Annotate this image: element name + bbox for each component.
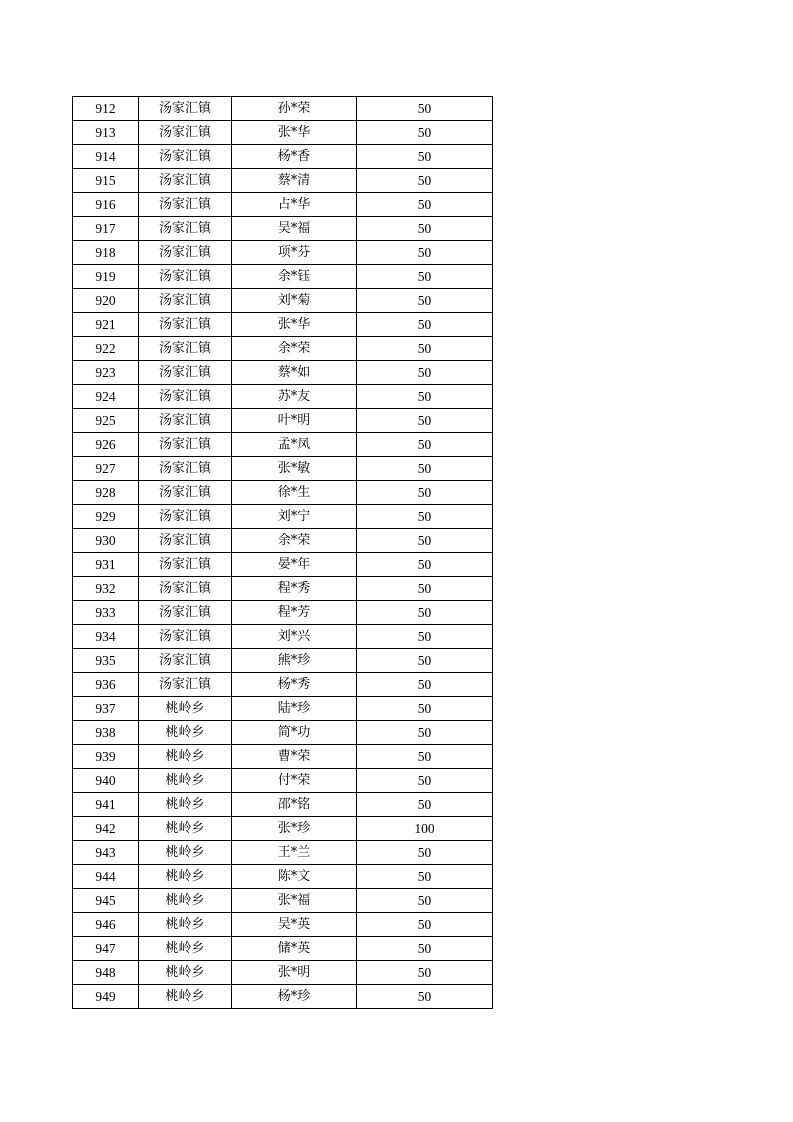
table-row — [73, 673, 493, 697]
township-cell: 汤家汇镇 — [139, 241, 232, 265]
name-cell: 苏*友 — [232, 385, 357, 409]
township-cell: 汤家汇镇 — [139, 121, 232, 145]
row-number-cell: 914 — [73, 145, 139, 169]
amount-cell: 50 — [357, 433, 493, 457]
row-number-cell: 945 — [73, 889, 139, 913]
township-cell: 桃岭乡 — [139, 769, 232, 793]
amount-cell: 50 — [357, 673, 493, 697]
township-cell: 汤家汇镇 — [139, 289, 232, 313]
row-number-cell: 929 — [73, 505, 139, 529]
table-row — [73, 697, 493, 721]
township-cell: 汤家汇镇 — [139, 361, 232, 385]
amount-cell: 50 — [357, 97, 493, 121]
amount-cell: 50 — [357, 337, 493, 361]
row-number-cell: 948 — [73, 961, 139, 985]
township-cell: 汤家汇镇 — [139, 337, 232, 361]
row-number-cell: 924 — [73, 385, 139, 409]
row-number-cell: 943 — [73, 841, 139, 865]
township-cell: 桃岭乡 — [139, 889, 232, 913]
name-cell: 付*荣 — [232, 769, 357, 793]
name-cell: 张*华 — [232, 121, 357, 145]
name-cell: 吴*英 — [232, 913, 357, 937]
row-number-cell: 942 — [73, 817, 139, 841]
records-table — [72, 96, 493, 1009]
name-cell: 叶*明 — [232, 409, 357, 433]
table-row — [73, 865, 493, 889]
table-row — [73, 337, 493, 361]
amount-cell: 50 — [357, 145, 493, 169]
name-cell: 余*钰 — [232, 265, 357, 289]
amount-cell: 50 — [357, 289, 493, 313]
name-cell: 熊*珍 — [232, 649, 357, 673]
row-number-cell: 920 — [73, 289, 139, 313]
name-cell: 张*华 — [232, 313, 357, 337]
name-cell: 占*华 — [232, 193, 357, 217]
township-cell: 桃岭乡 — [139, 913, 232, 937]
table-row — [73, 361, 493, 385]
table-row — [73, 793, 493, 817]
name-cell: 杨*秀 — [232, 673, 357, 697]
row-number-cell: 923 — [73, 361, 139, 385]
amount-cell: 50 — [357, 889, 493, 913]
township-cell: 桃岭乡 — [139, 793, 232, 817]
township-cell: 汤家汇镇 — [139, 385, 232, 409]
name-cell: 晏*年 — [232, 553, 357, 577]
row-number-cell: 934 — [73, 625, 139, 649]
township-cell: 汤家汇镇 — [139, 673, 232, 697]
amount-cell: 50 — [357, 697, 493, 721]
township-cell: 汤家汇镇 — [139, 553, 232, 577]
name-cell: 杨*香 — [232, 145, 357, 169]
name-cell: 吴*福 — [232, 217, 357, 241]
township-cell: 汤家汇镇 — [139, 169, 232, 193]
township-cell: 汤家汇镇 — [139, 313, 232, 337]
amount-cell: 50 — [357, 625, 493, 649]
amount-cell: 50 — [357, 865, 493, 889]
name-cell: 张*珍 — [232, 817, 357, 841]
name-cell: 陈*文 — [232, 865, 357, 889]
amount-cell: 50 — [357, 457, 493, 481]
row-number-cell: 944 — [73, 865, 139, 889]
table-body — [73, 97, 493, 1009]
township-cell: 汤家汇镇 — [139, 481, 232, 505]
amount-cell: 50 — [357, 649, 493, 673]
row-number-cell: 935 — [73, 649, 139, 673]
table-row — [73, 937, 493, 961]
row-number-cell: 928 — [73, 481, 139, 505]
amount-cell: 50 — [357, 769, 493, 793]
name-cell: 刘*菊 — [232, 289, 357, 313]
amount-cell: 50 — [357, 601, 493, 625]
township-cell: 桃岭乡 — [139, 937, 232, 961]
row-number-cell: 915 — [73, 169, 139, 193]
row-number-cell: 933 — [73, 601, 139, 625]
row-number-cell: 932 — [73, 577, 139, 601]
table-row — [73, 769, 493, 793]
table-row — [73, 193, 493, 217]
row-number-cell: 946 — [73, 913, 139, 937]
name-cell: 蔡*清 — [232, 169, 357, 193]
table-row — [73, 385, 493, 409]
row-number-cell: 919 — [73, 265, 139, 289]
row-number-cell: 941 — [73, 793, 139, 817]
table-row — [73, 625, 493, 649]
amount-cell: 50 — [357, 409, 493, 433]
table-row — [73, 817, 493, 841]
table-row — [73, 745, 493, 769]
row-number-cell: 949 — [73, 985, 139, 1009]
township-cell: 汤家汇镇 — [139, 457, 232, 481]
table-row — [73, 97, 493, 121]
township-cell: 汤家汇镇 — [139, 265, 232, 289]
name-cell: 简*功 — [232, 721, 357, 745]
row-number-cell: 918 — [73, 241, 139, 265]
amount-cell: 50 — [357, 481, 493, 505]
table-row — [73, 601, 493, 625]
table-row — [73, 289, 493, 313]
township-cell: 桃岭乡 — [139, 817, 232, 841]
amount-cell: 50 — [357, 217, 493, 241]
amount-cell: 50 — [357, 745, 493, 769]
row-number-cell: 927 — [73, 457, 139, 481]
name-cell: 储*英 — [232, 937, 357, 961]
table-row — [73, 577, 493, 601]
amount-cell: 50 — [357, 385, 493, 409]
township-cell: 桃岭乡 — [139, 961, 232, 985]
name-cell: 程*秀 — [232, 577, 357, 601]
row-number-cell: 916 — [73, 193, 139, 217]
township-cell: 汤家汇镇 — [139, 529, 232, 553]
township-cell: 汤家汇镇 — [139, 145, 232, 169]
township-cell: 汤家汇镇 — [139, 577, 232, 601]
amount-cell: 50 — [357, 913, 493, 937]
row-number-cell: 937 — [73, 697, 139, 721]
table-row — [73, 409, 493, 433]
table-row — [73, 505, 493, 529]
township-cell: 汤家汇镇 — [139, 217, 232, 241]
table-row — [73, 889, 493, 913]
township-cell: 汤家汇镇 — [139, 409, 232, 433]
township-cell: 桃岭乡 — [139, 985, 232, 1009]
row-number-cell: 947 — [73, 937, 139, 961]
township-cell: 汤家汇镇 — [139, 193, 232, 217]
table-row — [73, 265, 493, 289]
amount-cell: 50 — [357, 241, 493, 265]
name-cell: 余*荣 — [232, 529, 357, 553]
row-number-cell: 912 — [73, 97, 139, 121]
name-cell: 陆*珍 — [232, 697, 357, 721]
name-cell: 余*荣 — [232, 337, 357, 361]
township-cell: 桃岭乡 — [139, 721, 232, 745]
township-cell: 汤家汇镇 — [139, 433, 232, 457]
name-cell: 张*敏 — [232, 457, 357, 481]
amount-cell: 50 — [357, 985, 493, 1009]
row-number-cell: 930 — [73, 529, 139, 553]
township-cell: 桃岭乡 — [139, 697, 232, 721]
name-cell: 徐*生 — [232, 481, 357, 505]
amount-cell: 50 — [357, 577, 493, 601]
table-row — [73, 313, 493, 337]
table-row — [73, 721, 493, 745]
amount-cell: 50 — [357, 505, 493, 529]
amount-cell: 50 — [357, 529, 493, 553]
table-row — [73, 121, 493, 145]
row-number-cell: 940 — [73, 769, 139, 793]
amount-cell: 50 — [357, 721, 493, 745]
name-cell: 程*芳 — [232, 601, 357, 625]
row-number-cell: 922 — [73, 337, 139, 361]
name-cell: 张*福 — [232, 889, 357, 913]
table-row — [73, 913, 493, 937]
township-cell: 汤家汇镇 — [139, 601, 232, 625]
table-row — [73, 217, 493, 241]
township-cell: 桃岭乡 — [139, 745, 232, 769]
township-cell: 桃岭乡 — [139, 841, 232, 865]
name-cell: 刘*宁 — [232, 505, 357, 529]
row-number-cell: 925 — [73, 409, 139, 433]
row-number-cell: 917 — [73, 217, 139, 241]
table-row — [73, 145, 493, 169]
table-row — [73, 433, 493, 457]
amount-cell: 50 — [357, 361, 493, 385]
amount-cell: 50 — [357, 841, 493, 865]
amount-cell: 50 — [357, 313, 493, 337]
amount-cell: 100 — [357, 817, 493, 841]
row-number-cell: 926 — [73, 433, 139, 457]
table-row — [73, 841, 493, 865]
name-cell: 项*芬 — [232, 241, 357, 265]
township-cell: 汤家汇镇 — [139, 505, 232, 529]
township-cell: 汤家汇镇 — [139, 649, 232, 673]
row-number-cell: 938 — [73, 721, 139, 745]
township-cell: 汤家汇镇 — [139, 97, 232, 121]
amount-cell: 50 — [357, 937, 493, 961]
amount-cell: 50 — [357, 553, 493, 577]
table-row — [73, 985, 493, 1009]
row-number-cell: 936 — [73, 673, 139, 697]
table-row — [73, 649, 493, 673]
name-cell: 孙*荣 — [232, 97, 357, 121]
amount-cell: 50 — [357, 265, 493, 289]
name-cell: 邵*铭 — [232, 793, 357, 817]
data-sheet — [72, 96, 492, 1009]
amount-cell: 50 — [357, 169, 493, 193]
row-number-cell: 913 — [73, 121, 139, 145]
table-row — [73, 169, 493, 193]
amount-cell: 50 — [357, 793, 493, 817]
amount-cell: 50 — [357, 121, 493, 145]
township-cell: 汤家汇镇 — [139, 625, 232, 649]
name-cell: 蔡*如 — [232, 361, 357, 385]
row-number-cell: 939 — [73, 745, 139, 769]
township-cell: 桃岭乡 — [139, 865, 232, 889]
table-row — [73, 457, 493, 481]
name-cell: 孟*凤 — [232, 433, 357, 457]
amount-cell: 50 — [357, 961, 493, 985]
name-cell: 王*兰 — [232, 841, 357, 865]
name-cell: 刘*兴 — [232, 625, 357, 649]
table-row — [73, 553, 493, 577]
name-cell: 杨*珍 — [232, 985, 357, 1009]
table-row — [73, 241, 493, 265]
row-number-cell: 931 — [73, 553, 139, 577]
name-cell: 曹*荣 — [232, 745, 357, 769]
amount-cell: 50 — [357, 193, 493, 217]
table-row — [73, 961, 493, 985]
row-number-cell: 921 — [73, 313, 139, 337]
name-cell: 张*明 — [232, 961, 357, 985]
table-row — [73, 529, 493, 553]
table-row — [73, 481, 493, 505]
